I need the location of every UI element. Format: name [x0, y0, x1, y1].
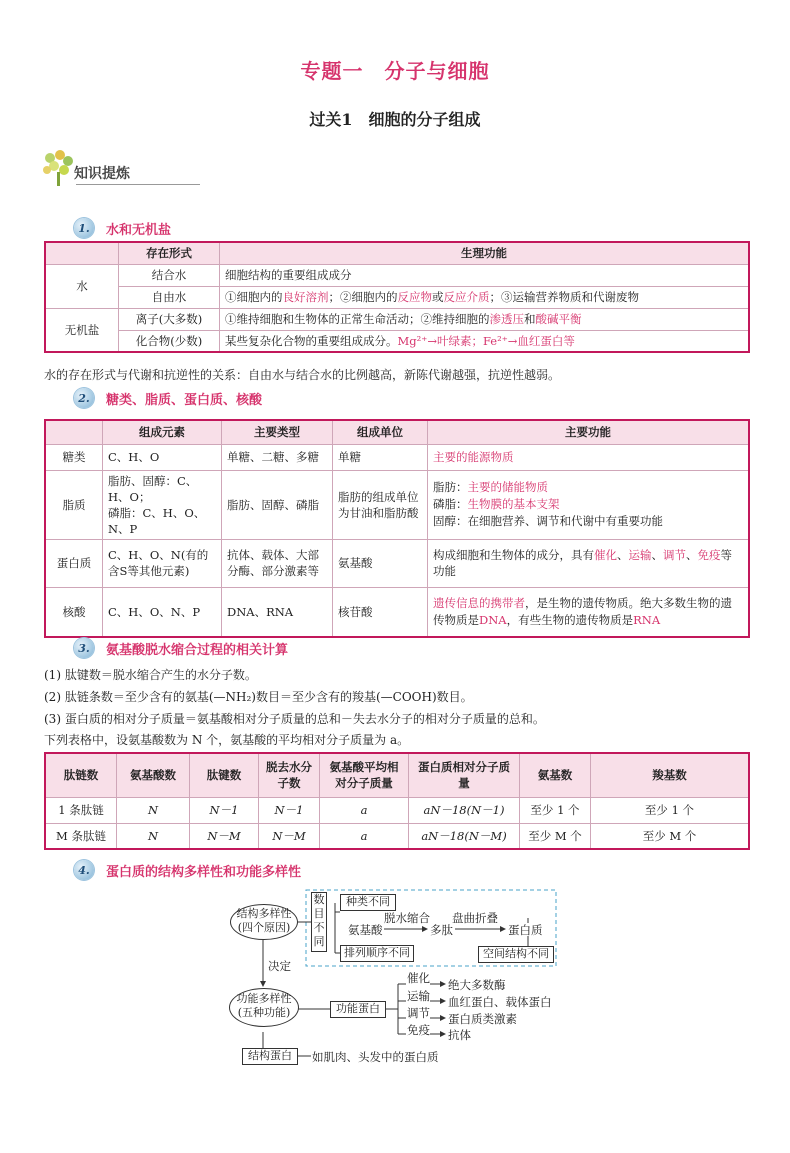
cell: C、H、O、N(有的含S等其他元素) [103, 539, 222, 587]
cell: C、H、O、N、P [103, 587, 222, 637]
cell: 脂肪的组成单位为甘油和脂肪酸 [333, 470, 428, 539]
col-header: 氨基数 [520, 753, 591, 797]
section-number-badge: 3. [74, 638, 94, 658]
cell: ①维持细胞和生物体的正常生命活动；②维持细胞的渗透压和酸碱平衡 [220, 308, 750, 330]
formula-3: (3) 蛋白质的相对分子质量＝氨基酸相对分子质量的总和－失去水分子的相对分子质量的总和。 [44, 712, 545, 726]
water-note: 水的存在形式与代谢和抗逆性的关系：自由水与结合水的比例越高，新陈代谢越强，抗逆性越弱。 [44, 368, 561, 382]
col-header: 肽链数 [45, 753, 117, 797]
amino-acid-label: 氨基酸 [348, 923, 383, 937]
catalysis-example: 绝大多数酶 [448, 978, 506, 992]
col-header: 存在形式 [119, 242, 220, 264]
cell: C、H、O [103, 444, 222, 470]
folding-label: 盘曲折叠 [452, 911, 498, 925]
regulation-example: 蛋白质类激素 [448, 1012, 517, 1026]
cell: 构成细胞和生物体的成分，具有催化、运输、调节、免疫等功能 [428, 539, 750, 587]
cell: 脂肪、固醇、磷脂 [222, 470, 333, 539]
structural-protein-example: 如肌肉、头发中的蛋白质 [312, 1050, 439, 1064]
col-header: 主要类型 [222, 420, 333, 444]
cell: 化合物(少数) [119, 330, 220, 352]
formula-2: (2) 肽链条数＝至少含有的氨基(—NH₂)数目＝至少含有的羧基(—COOH)数目。 [44, 690, 473, 704]
number-different-box: 数目不同 [311, 892, 327, 952]
transport-label: 运输 [407, 989, 430, 1003]
protein-label: 蛋白质 [508, 923, 543, 937]
page-title: 专题一 分子与细胞 [300, 59, 490, 83]
formula-1: (1) 肽键数＝脱水缩合产生的水分子数。 [44, 668, 257, 682]
section-title: 氨基酸脱水缩合过程的相关计算 [106, 642, 289, 658]
section-number-badge: 1. [74, 218, 94, 238]
decides-label: 决定 [268, 959, 291, 973]
section-title: 糖类、脂质、蛋白质、核酸 [106, 392, 263, 408]
row-label: 水 [45, 264, 119, 308]
cell: 遗传信息的携带者，是生物的遗传物质。绝大多数生物的遗传物质是DNA，有些生物的遗传物质是RNA [428, 587, 750, 637]
row-label: 无机盐 [45, 308, 119, 352]
col-header: 氨基酸数 [117, 753, 190, 797]
cell: DNA、RNA [222, 587, 333, 637]
functional-protein-box: 功能蛋白 [330, 1001, 386, 1018]
row-label: 糖类 [45, 444, 103, 470]
cell: 脂肪、固醇：C、H、O； 磷脂：C、H、O、N、P [103, 470, 222, 539]
cell: ①细胞内的良好溶剂；②细胞内的反应物或反应介质；③运输营养物质和代谢废物 [220, 286, 750, 308]
cell: 结合水 [119, 264, 220, 286]
polypeptide-label: 多肽 [430, 923, 453, 937]
section-number-badge: 2. [74, 388, 94, 408]
col-header: 氨基酸平均相对分子质量 [320, 753, 409, 797]
col-header: 羧基数 [591, 753, 750, 797]
cell: 某些复杂化合物的重要组成成分。Mg²⁺→叶绿素；Fe²⁺→血红蛋白等 [220, 330, 750, 352]
col-header: 组成单位 [333, 420, 428, 444]
col-header: 组成元素 [103, 420, 222, 444]
row-label: 蛋白质 [45, 539, 103, 587]
cell: 脂肪：主要的储能物质 磷脂：生物膜的基本支架 固醇：在细胞营养、调节和代谢中有重要功能 [428, 470, 750, 539]
transport-example: 血红蛋白、载体蛋白 [448, 995, 552, 1009]
cell: 主要的能源物质 [428, 444, 750, 470]
cell: 单糖 [333, 444, 428, 470]
cell: 氨基酸 [333, 539, 428, 587]
section-title: 水和无机盐 [106, 222, 172, 238]
function-diversity-node: 功能多样性(五种功能) [229, 988, 299, 1027]
cell: 细胞结构的重要组成成分 [220, 264, 750, 286]
catalysis-label: 催化 [407, 971, 430, 985]
regulation-label: 调节 [407, 1006, 430, 1020]
table-row: 1 条肽链 N N－1 N－1 a aN－18(N－1) 至少 1 个 至少 1 个 [45, 797, 749, 823]
kind-different-box: 种类不同 [340, 894, 396, 911]
page-subtitle: 过关1 细胞的分子组成 [309, 110, 481, 129]
col-header: 生理功能 [220, 242, 750, 264]
cell: 核苷酸 [333, 587, 428, 637]
cell: 单糖、二糖、多糖 [222, 444, 333, 470]
col-header: 脱去水分子数 [259, 753, 320, 797]
col-header: 肽键数 [190, 753, 259, 797]
knowledge-label: 知识提炼 [74, 166, 130, 182]
dehydration-label: 脱水缩合 [384, 911, 430, 925]
section-number-badge: 4. [74, 860, 94, 880]
section-title: 蛋白质的结构多样性和功能多样性 [106, 864, 302, 880]
formula-intro: 下列表格中，设氨基酸数为 N 个，氨基酸的平均相对分子质量为 a。 [44, 733, 410, 747]
row-label: 核酸 [45, 587, 103, 637]
col-header: 主要功能 [428, 420, 750, 444]
cell: 抗体、载体、大部分酶、部分激素等 [222, 539, 333, 587]
table-row: M 条肽链 N N－M N－M a aN－18(N－M) 至少 M 个 至少 M 个 [45, 823, 749, 849]
immunity-label: 免疫 [407, 1023, 430, 1037]
col-header: 蛋白质相对分子质量 [409, 753, 520, 797]
structure-diversity-node: 结构多样性(四个原因) [230, 904, 298, 940]
row-label: 脂质 [45, 470, 103, 539]
cell: 离子(大多数) [119, 308, 220, 330]
space-structure-box: 空间结构不同 [478, 946, 554, 963]
cell: 自由水 [119, 286, 220, 308]
structural-protein-box: 结构蛋白 [242, 1048, 298, 1065]
order-different-box: 排列顺序不同 [340, 945, 414, 962]
immunity-example: 抗体 [448, 1028, 471, 1042]
